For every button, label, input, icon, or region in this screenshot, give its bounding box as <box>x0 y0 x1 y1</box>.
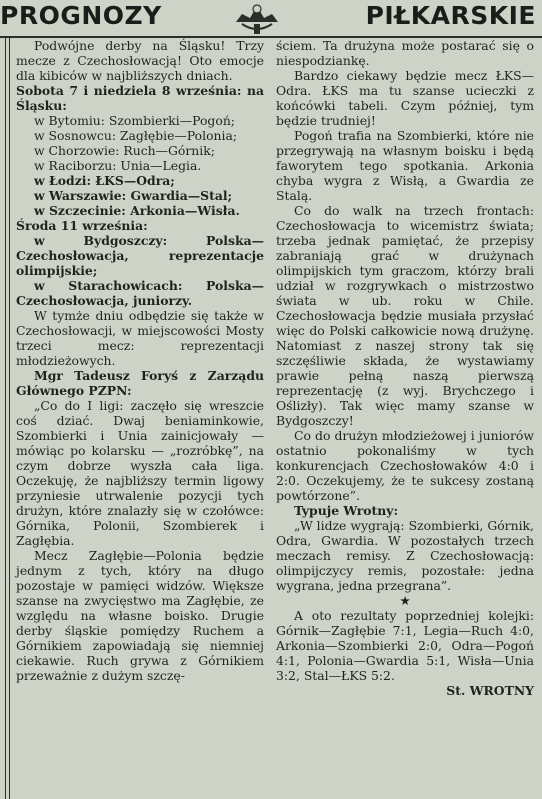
left-column <box>16 38 264 683</box>
body-paragraph: Bardzo ciekawy będzie mecz ŁKS—Odra. ŁKS ma tu szanse ucieczki z końcówki tabeli. Czym później, tym będzie trudniej! <box>276 68 534 128</box>
fixture-line: w Starachowicach: Polska—Czechosłowacja, juniorzy. <box>16 278 264 308</box>
fixture-line: w Chorzowie: Ruch—Górnik; <box>34 143 215 158</box>
football-emblem-icon <box>228 0 286 36</box>
page-header <box>0 0 542 38</box>
fixtures-heading-weekend: Sobota 7 i niedziela 8 września: na Śląsku: <box>16 83 264 113</box>
results-paragraph: A oto rezultaty poprzedniej kolejki: Górnik—Zagłębie 7:1, Legia—Ruch 4:0, Arkonia—Szombierki 2:0, Odra—Pogoń 4:1, Polonia—Gwardia 5:1, Wisła—Unia 3:2, Stal—ŁKS 5:2. <box>276 608 534 683</box>
fixture-line: w Bydgoszczy: Polska—Czechosłowacja, reprezentacje olimpijskie; <box>16 233 264 278</box>
title-left: PROGNOZY <box>0 1 162 30</box>
fixtures-heading-wednesday: Środa 11 września: <box>16 218 148 233</box>
author-signature: St. WROTNY <box>446 683 534 698</box>
title-right: PIŁKARSKIE <box>365 1 536 30</box>
interviewee-heading: Mgr Tadeusz Foryś z Zarządu Głównego PZPN: <box>16 368 264 398</box>
body-paragraph: Co do walk na trzech frontach: Czechosłowacja to wicemistrz świata; trzeba jednak pamiętać, że przepisy zabraniają grać w drużynach olimpijskich tym graczom, którzy brali udział w rozgrywkach o mistrzostwo świata w ub. roku w Chile. Czechosłowacja będzie musiała przysłać więc do Polski całkowicie nową drużynę. Natomiast z naszej strony tak się szczęśliwie składa, że wystawiamy prawie pełną naszą pierwszą reprezentację (z wyj. Brychczego i Oślizły). Tak więc mamy szanse w Bydgoszczy! <box>276 203 534 428</box>
body-paragraph: W tymże dniu odbędzie się także w Czechosłowacji, w miejscowości Mosty trzeci mecz: reprezentacji młodzieżowych. <box>16 308 264 368</box>
body-paragraph: Co do drużyn młodzieżowej i juniorów ostatnio pokonaliśmy w tych konkurencjach Czechosłowaków 4:0 i 2:0. Oczekujemy, że te sukcesy zostaną powtórzone”. <box>276 428 534 503</box>
intro-paragraph: Podwójne derby na Śląsku! Trzy mecze z Czechosłowacją! Oto emocje dla kibiców w najbliższych dniach. <box>16 38 264 83</box>
predictor-heading: Typuje Wrotny: <box>294 503 399 518</box>
fixture-line: w Warszawie: Gwardia—Stal; <box>34 188 233 203</box>
fixture-line: w Bytomiu: Szombierki—Pogoń; <box>34 113 235 128</box>
prediction-paragraph: „W lidze wygrają: Szombierki, Górnik, Odra, Gwardia. W pozostałych trzech meczach remisy. Z Czechosłowacją: olimpijczycy remis, pozostałe: jedna wygrana, jedna przegrana”. <box>276 518 534 593</box>
right-column <box>276 38 534 698</box>
left-frame-rule <box>5 36 10 799</box>
star-separator-icon: ★ <box>399 593 411 608</box>
fixture-line: w Raciborzu: Unia—Legia. <box>34 158 202 173</box>
continued-paragraph: ściem. Ta drużyna może postarać się o niespodziankę. <box>276 38 534 68</box>
quote-paragraph: „Co do I ligi: zaczęło się wreszcie coś dziać. Dwaj beniaminkowie, Szombierki i Unia zainicjowały — mówiąc po kolarsku — „rozróbkę”, na czym dobrze wyszła cała liga. Oczekuję, że najbliższy termin ligowy przyniesie utrwalenie pozycji tych drużyn, które znalazły się w czołówce: Górnika, Polonii, Szombierek i Zagłębia. <box>16 398 264 548</box>
body-paragraph: Mecz Zagłębie—Polonia będzie jednym z tych, który na długo pozostaje w pamięci widzów. Większe szanse na zwycięstwo ma Zagłębie, ze względu na własne boisko. Drugie derby śląskie pomiędzy Ruchem a Górnikiem zapowiadają się niemniej ciekawie. Ruch grywa z Górnikiem przeważnie z dużym szczę- <box>16 548 264 683</box>
fixture-line: w Szczecinie: Arkonia—Wisła. <box>34 203 240 218</box>
fixture-line: w Sosnowcu: Zagłębie—Polonia; <box>34 128 238 143</box>
body-paragraph: Pogoń trafia na Szombierki, które nie przegrywają na własnym boisku i będą faworytem tego spotkania. Arkonia chyba wygra z Wisłą, a Gwardia ze Stalą. <box>276 128 534 203</box>
fixture-line: w Łodzi: ŁKS—Odra; <box>34 173 175 188</box>
